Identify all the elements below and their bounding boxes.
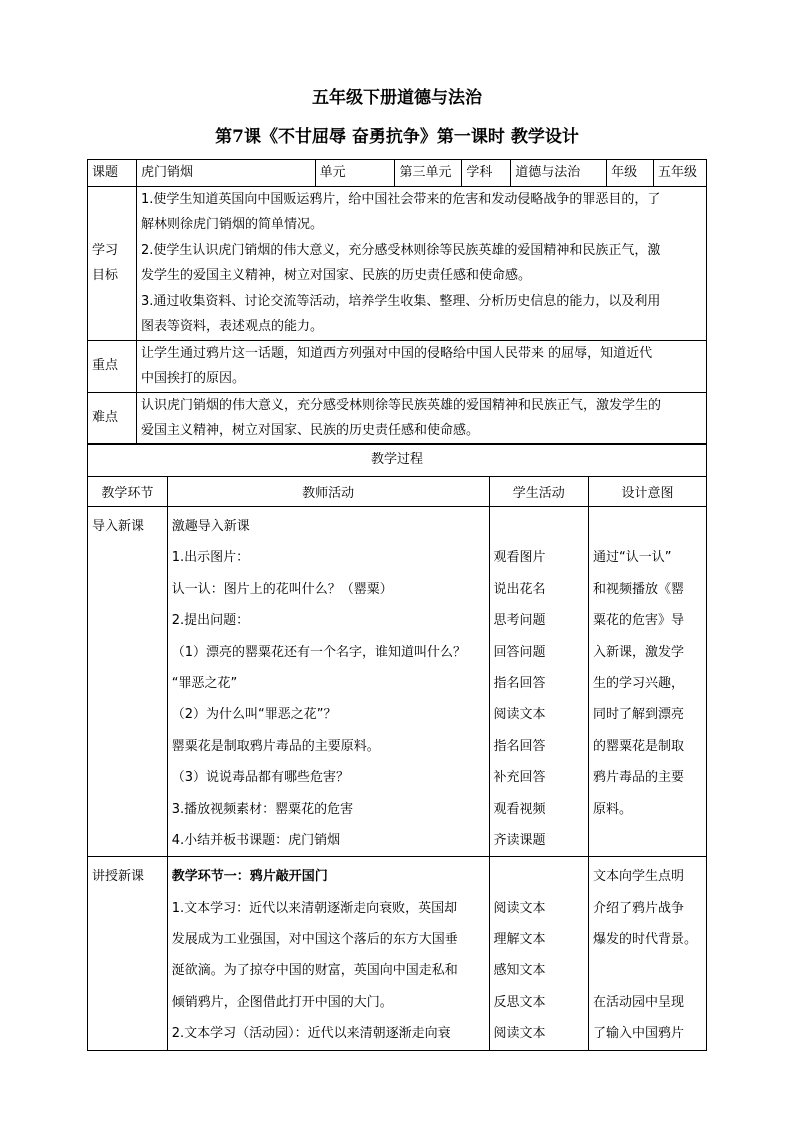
goal-line: 2.使学生认识虎门销烟的伟大意义，充分感受林则徐等民族英雄的爱国精神和民族正气，激	[140, 242, 661, 258]
process-row-new-lesson	[88, 857, 707, 1050]
unit-value: 第三单元	[395, 160, 462, 187]
stage-cell: 讲授新课	[88, 857, 168, 1050]
teaching-process-table	[87, 443, 707, 1051]
stage-cell: 导入新课	[88, 507, 168, 857]
col-header-student: 学生活动	[489, 477, 589, 507]
lesson-info-table	[87, 159, 707, 445]
teacher-activity-cell: 激趣导入新课 1.出示图片： 认一认：图片上的花叫什么？（罂粟） 2.提出问题： （1）漂亮的罂粟花还有一个名字，谁知道叫什么？ “罪恶之花” （2）为什么叫“罪恶之花”？ 罂粟花是制取鸦片毒品的主要原料。 （3）说说毒品都有哪些危害？ 3.播放视频素材：罂粟花的危害 4.小结并板书课题：虎门销烟	[167, 507, 489, 857]
key-points-content: 让学生通过鸦片这一话题，知道西方列强对中国的侵略给中国人民带来 的屈辱，知道近代 中国挨打的原因。	[136, 340, 706, 392]
goals-content	[136, 186, 706, 340]
topic-value: 虎门销烟	[136, 160, 315, 187]
difficulties-label: 难点	[88, 392, 137, 444]
difficulties-row	[88, 392, 707, 444]
grade-label: 年级	[607, 160, 654, 187]
subject-label: 学科	[462, 160, 511, 187]
subject-value: 道德与法治	[511, 160, 607, 187]
student-activity-cell: 阅读文本 理解文本 感知文本 反思文本 阅读文本	[489, 857, 589, 1050]
teacher-activity-cell: 教学环节一：鸦片敲开国门 1.文本学习：近代以来清朝逐渐走向衰败，英国却 发展成为工业强国，对中国这个落后的东方大国垂 涎欲滴。为了掠夺中国的财富，英国向中国走私和 倾销鸦片，企图借此打开中国的大门。 2.文本学习（活动园）：近代以来清朝逐渐走向衰	[167, 857, 489, 1050]
goal-line: 图表等资料，表述观点的能力。	[140, 319, 323, 334]
col-header-design: 设计意图	[589, 477, 707, 507]
key-points-label: 重点	[88, 340, 137, 392]
goals-label: 学习 目标	[88, 186, 137, 340]
doc-title: 五年级下册道德与法治	[312, 88, 482, 108]
goals-row	[88, 186, 707, 340]
design-intent-cell: 通过“认一认” 和视频播放《罂 粟花的危害》导 入新课，激发学 生的学习兴趣， 同时了解到漂亮 的罂粟花是制取 鸦片毒品的主要 原料。	[589, 507, 707, 857]
difficulties-content: 认识虎门销烟的伟大意义，充分感受林则徐等民族英雄的爱国精神和民族正气，激发学生的 爱国主义精神，树立对国家、民族的历史责任感和使命感。	[136, 392, 706, 444]
grade-value: 五年级	[654, 160, 707, 187]
lesson-title: 第7课《不甘屈辱 奋勇抗争》第一课时 教学设计	[215, 127, 579, 147]
process-title: 教学过程	[88, 444, 707, 477]
design-intent-cell: 文本向学生点明 介绍了鸦片战争 爆发的时代背景。 在活动园中呈现 了输入中国鸦片	[589, 857, 707, 1050]
goal-line: 3.通过收集资料、讨论交流等活动，培养学生收集、整理、分析历史信息的能力，以及利用	[140, 293, 661, 309]
process-title-row	[88, 444, 707, 477]
info-row	[88, 160, 707, 187]
unit-label: 单元	[315, 160, 395, 187]
goal-line: 1.使学生知道英国向中国贩运鸦片，给中国社会带来的危害和发动侵略战争的罪恶目的，了	[140, 191, 661, 207]
goal-line: 解林则徐虎门销烟的简单情况。	[140, 217, 323, 232]
topic-label: 课题	[88, 160, 137, 187]
student-activity-cell: 观看图片 说出花名 思考问题 回答问题 指名回答 阅读文本 指名回答 补充回答 观看视频 齐读课题	[489, 507, 589, 857]
key-points-row	[88, 340, 707, 392]
goal-line: 发学生的爱国主义精神，树立对国家、民族的历史责任感和使命感。	[140, 268, 531, 283]
process-header-row	[88, 477, 707, 507]
process-row-intro	[88, 507, 707, 857]
col-header-stage: 教学环节	[88, 477, 168, 507]
col-header-teacher: 教师活动	[167, 477, 489, 507]
